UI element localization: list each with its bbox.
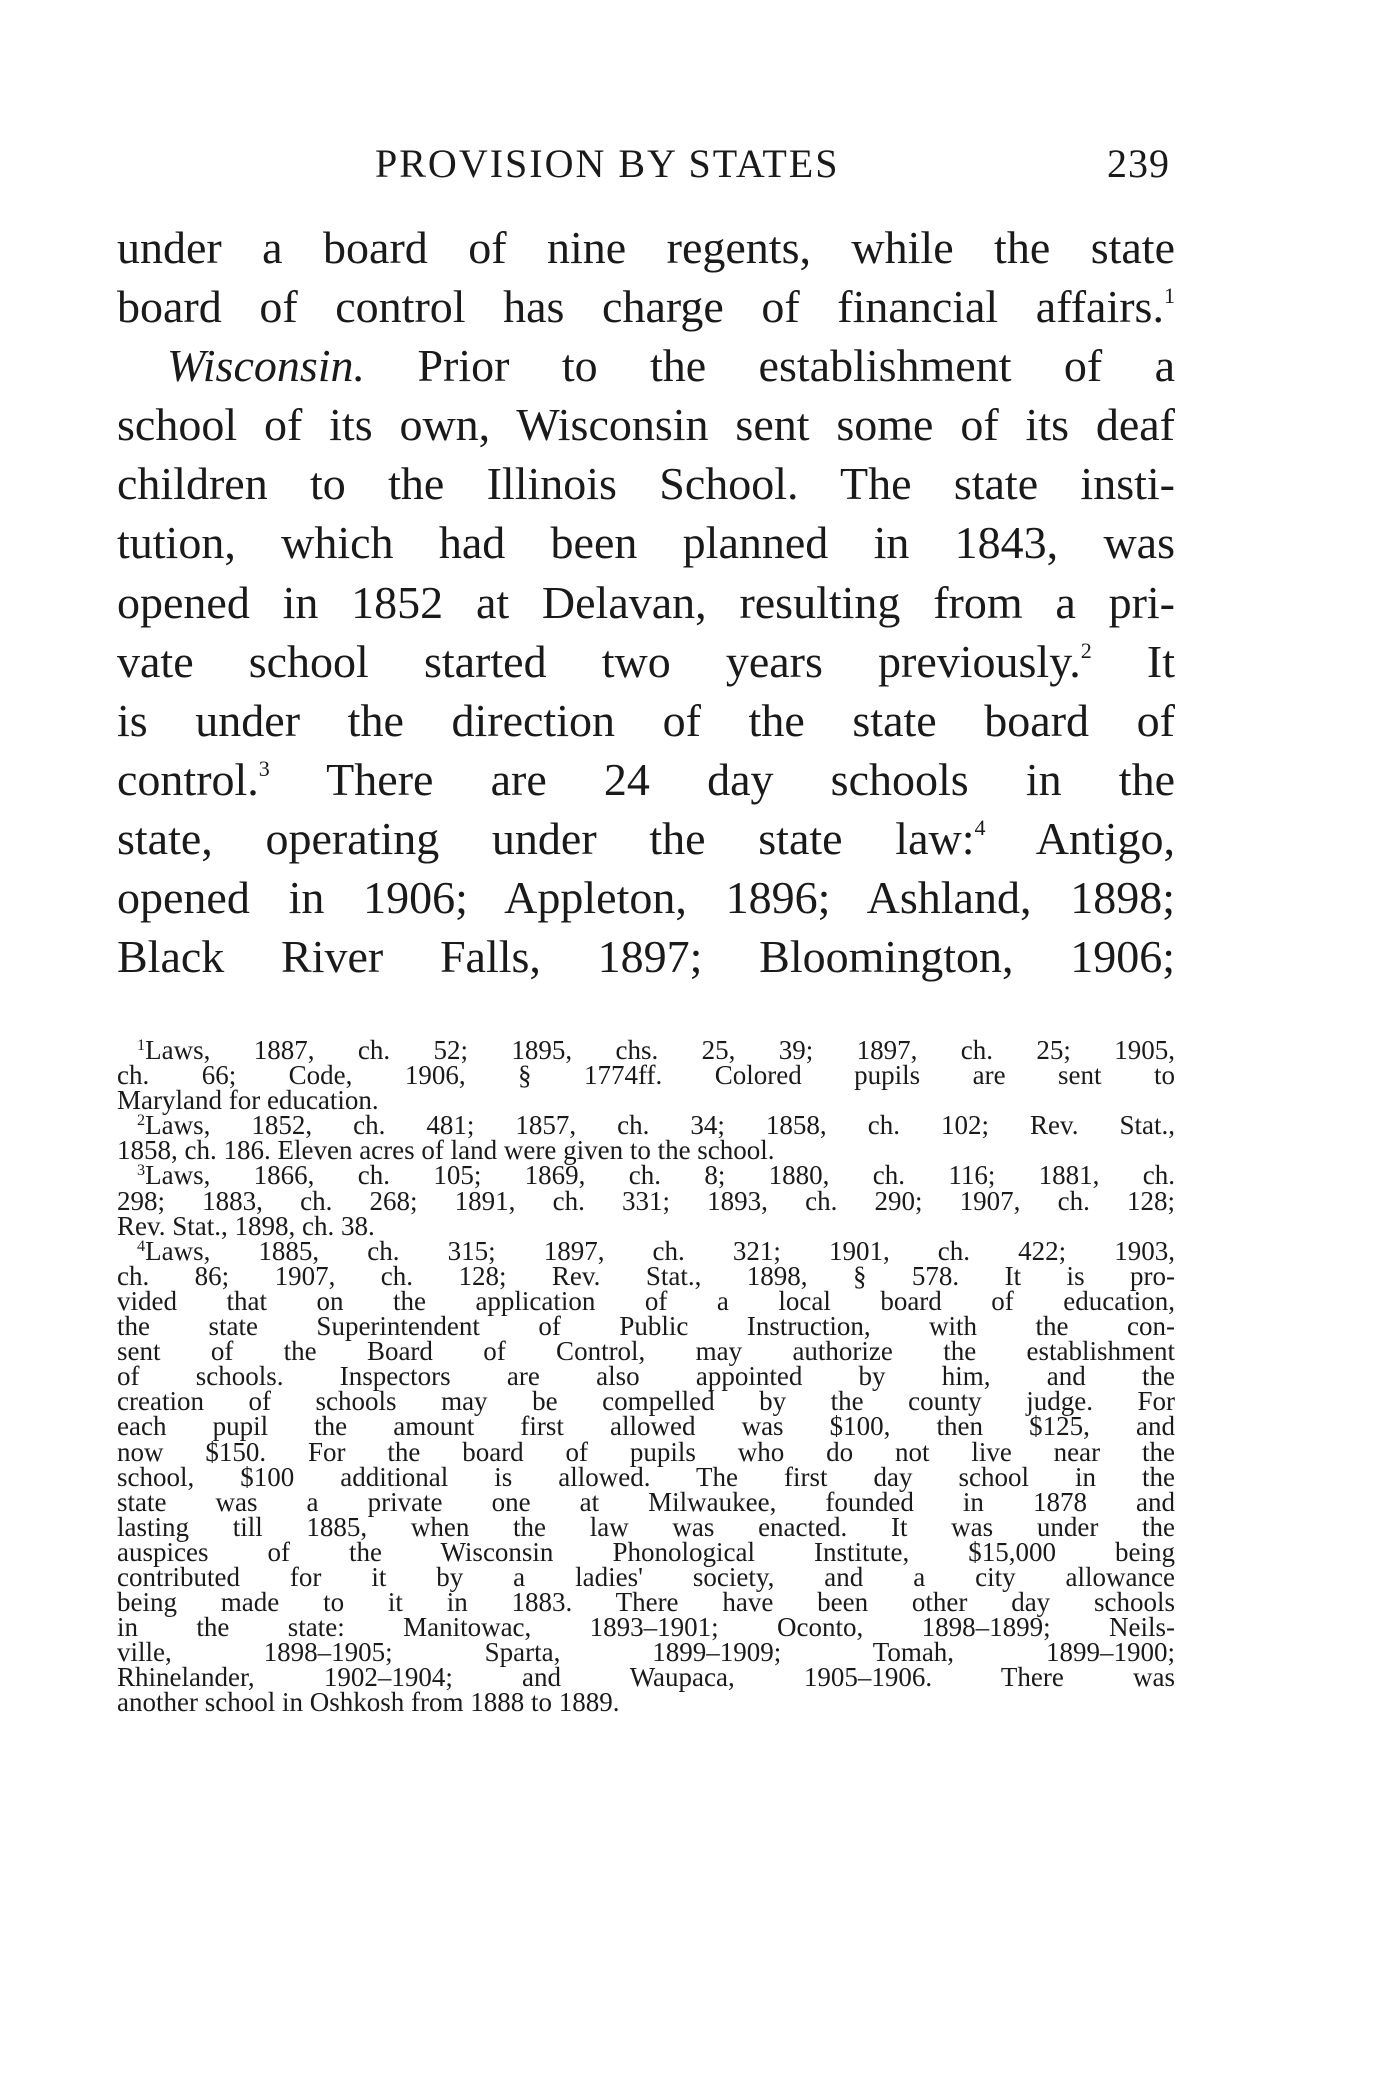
footnote-line: creation of schools may be compelled by the county judge. For [117,1386,1175,1417]
section-heading: Wisconsin. [167,340,366,392]
footnote-line: being made to it in 1883. There have been other day schools [117,1587,1175,1618]
footnote-line: $^1$Laws, 1887, ch. 52; 1895, chs. 25, 39; 1897, ch. 25; 1905, [137,1035,1175,1065]
footnote-line: Rev. Stat., 1898, ch. 38. [117,1210,375,1241]
footnote-line: another school in Oshkosh from 1888 to 1889. [117,1687,620,1718]
footnote-marker: 2 [137,1111,146,1130]
page-number: 239 [1107,141,1170,186]
text-line: children to the Illinois School. The state insti- [117,458,1175,510]
footnote-line: in the state: Manitowac, 1893–1901; Oconto, 1898–1899; Neils- [117,1612,1175,1643]
footnote-ref: 4 [974,815,986,841]
footnote-marker: 3 [137,1161,146,1180]
footnote-line: 1858, ch. 186. Eleven acres of land were given to the school. [117,1135,775,1166]
text-line: tution, which had been planned in 1843, was [117,517,1175,569]
footnote-line: the state Superintendent of Public Instruction, with the con- [117,1311,1175,1342]
footnote-line: ch. 86; 1907, ch. 128; Rev. Stat., 1898, § 578. It is pro- [117,1260,1175,1291]
text-line: board of control has charge of financial affairs.$^1$ [117,281,1175,333]
text-line: is under the direction of the state board of [117,694,1175,746]
footnote-line: vided that on the application of a local board of education, [117,1285,1175,1316]
footnote-line: school, $100 additional is allowed. The first day school in the [117,1461,1175,1492]
text-line: control.$^3$ There are 24 day schools in the [117,753,1175,805]
footnote-line: $^4$Laws, 1885, ch. 315; 1897, ch. 321; 1901, ch. 422; 1903, [137,1235,1175,1266]
footnote-line: Maryland for education. [117,1085,379,1116]
text-line: opened in 1906; Appleton, 1896; Ashland, 1898; [117,872,1175,924]
footnote-marker: 4 [137,1236,146,1255]
text-line: Wisconsin. Prior to the establishment of a [167,340,1175,392]
footnote-line: lasting till 1885, when the law was enacted. It was under the [117,1511,1175,1542]
footnote-marker: 1 [137,1036,146,1055]
footnote-line: ch. 66; Code, 1906, § 1774ff. Colored pupils are sent to [117,1060,1175,1091]
footnote-line: state was a private one at Milwaukee, founded in 1878 and [117,1486,1175,1517]
footnote-line: ville, 1898–1905; Sparta, 1899–1909; Tomah, 1899–1900; [117,1637,1175,1668]
footnote-line: each pupil the amount first allowed was $100, then $125, and [117,1411,1175,1442]
page-title: PROVISION BY STATES [375,141,840,186]
footnote-line: 298; 1883, ch. 268; 1891, ch. 331; 1893, ch. 290; 1907, ch. 128; [117,1185,1175,1216]
footnote-line: of schools. Inspectors are also appointed by him, and the [117,1361,1175,1392]
footnote-ref: 1 [1163,283,1175,309]
footnote-line: $^2$Laws, 1852, ch. 481; 1857, ch. 34; 1858, ch. 102; Rev. Stat., [137,1110,1175,1141]
footnote-line: auspices of the Wisconsin Phonological Institute, $15,000 being [117,1536,1175,1567]
text-line: under a board of nine regents, while the state [117,222,1175,273]
footnote-line: $^3$Laws, 1866, ch. 105; 1869, ch. 8; 1880, ch. 116; 1881, ch. [137,1160,1175,1191]
text-line: school of its own, Wisconsin sent some of its deaf [117,399,1175,451]
footnote-ref: 2 [1080,637,1092,663]
footnote-line: sent of the Board of Control, may authorize the establishment [117,1336,1175,1367]
footnote-line: Rhinelander, 1902–1904; and Waupaca, 1905–1906. There was [117,1662,1175,1693]
footnotes [117,1035,1175,1718]
footnote-line: now $150. For the board of pupils who do not live near the [117,1436,1175,1467]
footnote-line: contributed for it by a ladies' society, and a city allowance [117,1561,1175,1592]
footnote-ref: 3 [258,756,270,782]
main-text [117,218,1175,986]
running-header [375,140,1170,200]
text-line: state, operating under the state law:$^4$ Antigo, [117,812,1175,864]
text-line: opened in 1852 at Delavan, resulting from a pri- [117,576,1175,628]
text-line: vate school started two years previously.$^2$ It [117,635,1175,687]
text-line: Black River Falls, 1897; Bloomington, 1906; [117,931,1175,983]
